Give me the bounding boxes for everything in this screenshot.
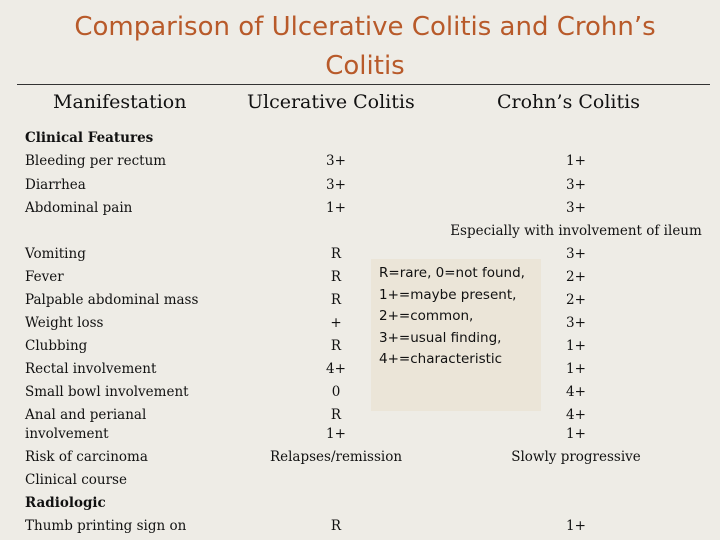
legend-line: 2+=common, xyxy=(379,308,474,325)
legend-line: R=rare, 0=not found, xyxy=(379,265,525,281)
header-divider xyxy=(17,84,710,85)
row-label: Clinical Features xyxy=(25,130,154,146)
uc-value: R xyxy=(330,269,342,285)
crohn-value: 1+ xyxy=(566,338,586,354)
uc-value: 1+ xyxy=(326,200,346,216)
page-title: Comparison of Ulcerative Colitis and Crohn’s Colitis xyxy=(74,12,656,81)
crohn-value: 3+ xyxy=(566,246,586,262)
uc-value: R xyxy=(330,292,342,308)
crohn-value: 3+ xyxy=(566,315,586,331)
row-label: Clubbing xyxy=(25,338,88,354)
row-label: Bleeding per rectum xyxy=(25,153,167,169)
crohn-value: 1+ xyxy=(566,361,586,377)
crohn-value: Slowly progressive xyxy=(511,449,641,465)
legend-line: 1+=maybe present, xyxy=(379,286,517,303)
row-label: Palpable abdominal mass xyxy=(25,292,199,308)
row-label: Rectal involvement xyxy=(25,361,157,377)
legend-line: 3+=usual finding, xyxy=(379,329,502,346)
row-label: Vomiting xyxy=(25,246,86,262)
row-label: Small bowl involvement xyxy=(25,384,189,400)
uc-value: R xyxy=(330,518,342,534)
row-label: Radiologic xyxy=(25,495,106,511)
crohn-value: 2+ xyxy=(566,269,586,285)
uc-value: R xyxy=(330,246,342,262)
crohn-value: 1+ xyxy=(566,153,586,169)
row-label: Thumb printing sign on xyxy=(25,518,187,534)
row-label: Diarrhea xyxy=(25,177,86,193)
row-label: Fever xyxy=(25,269,64,285)
header-crohns-colitis: Crohn’s Colitis xyxy=(497,91,640,113)
uc-value: 3+ xyxy=(326,177,346,193)
crohn-value: 2+ xyxy=(566,292,586,308)
uc-value: 3+ xyxy=(326,153,346,169)
uc-value: + xyxy=(330,315,342,331)
uc-value: R xyxy=(330,407,342,423)
crohn-value: 3+ xyxy=(566,200,586,216)
row-label: Weight loss xyxy=(25,315,104,331)
legend-box xyxy=(371,259,541,411)
row-label: involvement xyxy=(25,426,109,442)
row-label: Anal and perianal xyxy=(25,407,147,423)
uc-value: 4+ xyxy=(326,361,346,377)
crohn-value: 4+ xyxy=(566,384,586,400)
crohn-value: 3+ xyxy=(566,177,586,193)
crohn-value: 1+ xyxy=(566,426,586,442)
row-label: Risk of carcinoma xyxy=(25,449,148,465)
uc-value: 1+ xyxy=(326,426,346,442)
uc-value: 0 xyxy=(331,384,341,400)
crohn-value: Especially with involvement of ileum xyxy=(450,223,702,239)
crohn-value: 4+ xyxy=(566,407,586,423)
legend-line: 4+=characteristic xyxy=(379,351,503,368)
header-manifestation: Manifestation xyxy=(53,91,187,113)
crohn-value: 1+ xyxy=(566,518,586,534)
row-label: Abdominal pain xyxy=(25,200,133,216)
uc-value: R xyxy=(330,338,342,354)
uc-value: Relapses/remission xyxy=(269,449,403,465)
header-ulcerative-colitis: Ulcerative Colitis xyxy=(247,91,415,113)
row-label: Clinical course xyxy=(25,472,127,488)
